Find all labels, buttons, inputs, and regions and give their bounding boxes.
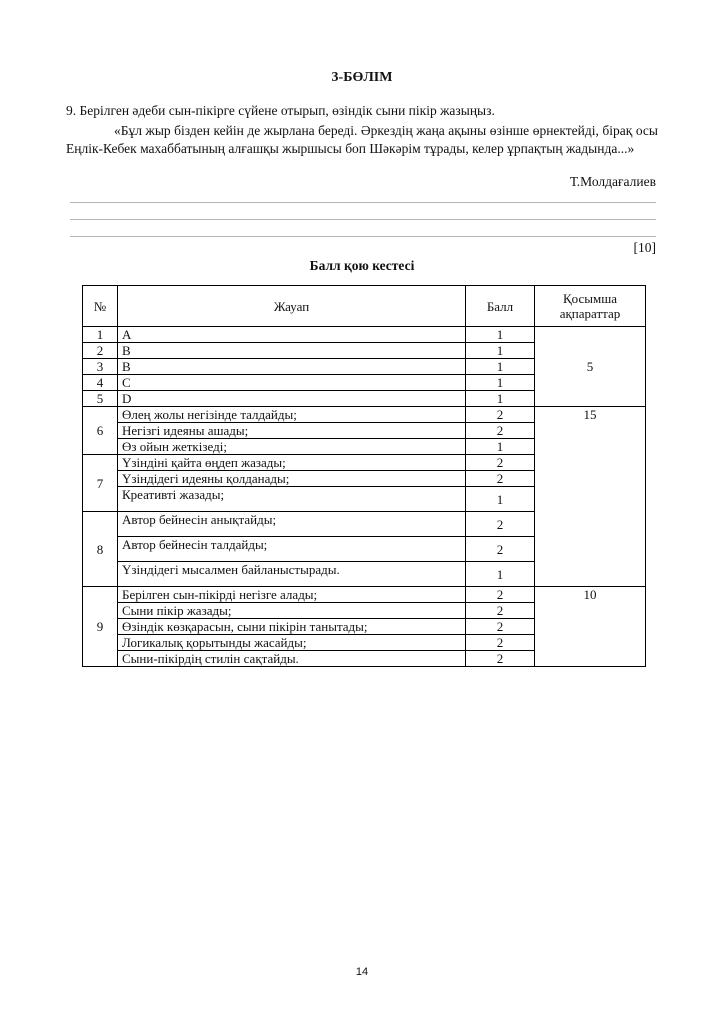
row-score: 1	[466, 391, 535, 407]
row-num: 5	[83, 391, 118, 407]
row-score: 1	[466, 343, 535, 359]
row-answer: A	[118, 327, 466, 343]
row-score: 2	[466, 455, 535, 471]
row-answer: Өлең жолы негізінде талдайды;	[118, 407, 466, 423]
info-cell-group2: 15	[535, 407, 646, 587]
row-score: 2	[466, 619, 535, 635]
header-score: Балл	[466, 286, 535, 327]
row-score: 2	[466, 587, 535, 603]
answer-line-1	[70, 202, 656, 203]
row-answer: Автор бейнесін анықтайды;	[118, 512, 466, 537]
row-score: 2	[466, 603, 535, 619]
row-answer: Креативті жазады;	[118, 487, 466, 512]
row-score: 1	[466, 359, 535, 375]
row-num: 8	[83, 512, 118, 587]
marks-label: [10]	[633, 240, 656, 255]
row-score: 2	[466, 471, 535, 487]
table-row	[83, 327, 646, 343]
row-answer: Өз ойын жеткізеді;	[118, 439, 466, 455]
header-info: Қосымша ақпараттар	[535, 286, 646, 327]
scoring-table	[82, 285, 646, 667]
row-num: 9	[83, 587, 118, 667]
row-score: 2	[466, 407, 535, 423]
table-title: Балл қою кестесі	[309, 258, 415, 273]
header-answer: Жауап	[118, 286, 466, 327]
table-row	[83, 587, 646, 603]
row-score: 2	[466, 423, 535, 439]
row-score: 2	[466, 651, 535, 667]
row-answer: B	[118, 343, 466, 359]
row-answer: Үзіндідегі мысалмен байланыстырады.	[118, 562, 466, 587]
row-num: 4	[83, 375, 118, 391]
section-title: 3-БӨЛІМ	[331, 70, 393, 85]
row-num: 2	[83, 343, 118, 359]
row-answer: B	[118, 359, 466, 375]
table-row	[83, 407, 646, 423]
row-score: 2	[466, 512, 535, 537]
row-num: 3	[83, 359, 118, 375]
row-answer: Үзіндіні қайта өңдеп жазады;	[118, 455, 466, 471]
row-score: 1	[466, 439, 535, 455]
info-cell-group3: 10	[535, 587, 646, 667]
answer-line-3	[70, 236, 656, 237]
row-answer: Негізгі идеяны ашады;	[118, 423, 466, 439]
row-score: 2	[466, 537, 535, 562]
row-answer: Берілген сын-пікірді негізге алады;	[118, 587, 466, 603]
row-num: 7	[83, 455, 118, 512]
info-cell-group1: 5	[535, 327, 646, 407]
row-answer: C	[118, 375, 466, 391]
row-num: 1	[83, 327, 118, 343]
row-answer: Сыни пікір жазады;	[118, 603, 466, 619]
quote-author: Т.Молдағалиев	[569, 174, 656, 189]
row-score: 1	[466, 375, 535, 391]
page-number: 14	[355, 966, 369, 978]
row-answer: Сыни-пікірдің стилін сақтайды.	[118, 651, 466, 667]
row-answer: Логикалық қорытынды жасайды;	[118, 635, 466, 651]
row-score: 2	[466, 635, 535, 651]
table-header-row	[83, 286, 646, 327]
row-score: 1	[466, 327, 535, 343]
row-answer: D	[118, 391, 466, 407]
header-num: №	[83, 286, 118, 327]
question-text: 9. Берілген әдеби сын-пікірге сүйене отырып, өзіндік сыни пікір жазыңыз.	[66, 103, 495, 118]
answer-line-2	[70, 219, 656, 220]
row-score: 1	[466, 562, 535, 587]
row-num: 6	[83, 407, 118, 455]
quote-text: «Бұл жыр бізден кейін де жырлана береді. Әркездің жаңа ақыны өзінше өрнектейді, бірақ осы Еңлік-Кебек махаббатының алғашқы жыршысы боп Шәкәрім тұрады, келер ұрпақтың жадында...»	[66, 123, 658, 156]
row-answer: Автор бейнесін талдайды;	[118, 537, 466, 562]
row-answer: Өзіндік көзқарасын, сыни пікірін танытады;	[118, 619, 466, 635]
row-answer: Үзіндідегі идеяны қолданады;	[118, 471, 466, 487]
row-score: 1	[466, 487, 535, 512]
